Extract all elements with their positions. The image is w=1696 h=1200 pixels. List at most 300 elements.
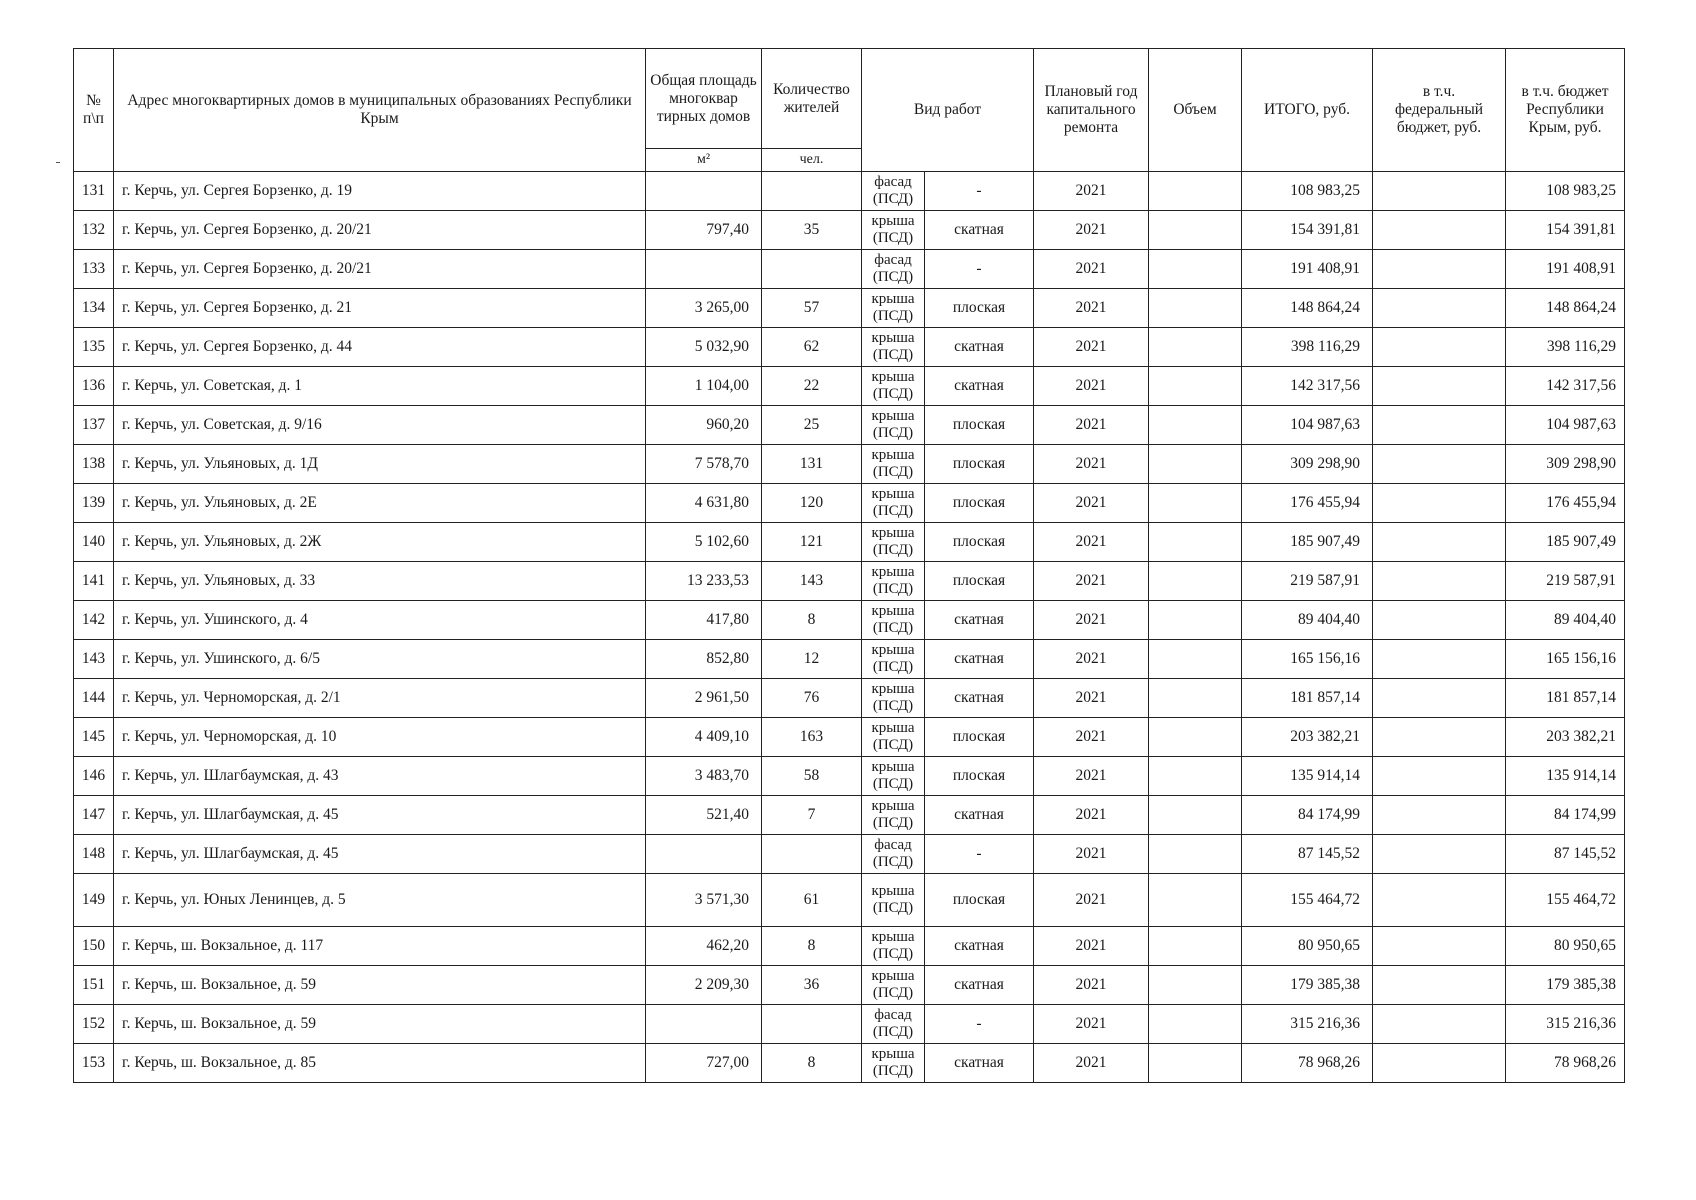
row-federal	[1373, 679, 1506, 718]
row-number: 150	[74, 927, 114, 966]
table-row	[74, 927, 1625, 966]
row-number: 151	[74, 966, 114, 1005]
row-year: 2021	[1034, 445, 1149, 484]
row-residents: 121	[762, 523, 862, 562]
row-year: 2021	[1034, 1044, 1149, 1083]
row-work	[862, 718, 925, 757]
row-address: г. Керчь, ул. Шлагбаумская, д. 43	[114, 757, 646, 796]
row-year: 2021	[1034, 601, 1149, 640]
row-work	[862, 406, 925, 445]
repair-program-table	[73, 48, 1625, 1083]
row-area: 417,80	[646, 601, 762, 640]
row-work-doc: (ПСД)	[872, 698, 914, 714]
row-total: 108 983,25	[1242, 172, 1373, 211]
row-work-kind: крыша	[871, 798, 915, 814]
margin-mark	[56, 162, 60, 163]
row-residents	[762, 1005, 862, 1044]
row-address: г. Керчь, ул. Сергея Борзенко, д. 21	[114, 289, 646, 328]
row-work-doc: (ПСД)	[872, 985, 914, 1001]
row-regional: 135 914,14	[1506, 757, 1625, 796]
row-year: 2021	[1034, 718, 1149, 757]
row-number: 137	[74, 406, 114, 445]
row-area: 5 102,60	[646, 523, 762, 562]
row-regional: 154 391,81	[1506, 211, 1625, 250]
row-year: 2021	[1034, 367, 1149, 406]
row-roof-type: плоская	[925, 757, 1034, 796]
row-residents: 8	[762, 601, 862, 640]
row-regional: 176 455,94	[1506, 484, 1625, 523]
row-number: 141	[74, 562, 114, 601]
row-federal	[1373, 757, 1506, 796]
row-work	[862, 484, 925, 523]
row-federal	[1373, 445, 1506, 484]
row-year: 2021	[1034, 640, 1149, 679]
row-address: г. Керчь, ул. Сергея Борзенко, д. 44	[114, 328, 646, 367]
header-area-unit: м²	[646, 149, 762, 172]
row-work	[862, 211, 925, 250]
row-residents: 58	[762, 757, 862, 796]
row-federal	[1373, 796, 1506, 835]
row-number: 140	[74, 523, 114, 562]
row-total: 104 987,63	[1242, 406, 1373, 445]
row-total: 78 968,26	[1242, 1044, 1373, 1083]
row-work-kind: крыша	[871, 486, 915, 502]
row-volume	[1149, 640, 1242, 679]
row-work-doc: (ПСД)	[872, 308, 914, 324]
row-year: 2021	[1034, 927, 1149, 966]
row-work-kind: крыша	[871, 642, 915, 658]
row-address: г. Керчь, ш. Вокзальное, д. 59	[114, 1005, 646, 1044]
row-volume	[1149, 484, 1242, 523]
row-work	[862, 445, 925, 484]
row-volume	[1149, 796, 1242, 835]
row-total: 398 116,29	[1242, 328, 1373, 367]
table-row	[74, 289, 1625, 328]
row-regional: 155 464,72	[1506, 874, 1625, 927]
row-year: 2021	[1034, 211, 1149, 250]
row-work-doc: (ПСД)	[872, 347, 914, 363]
row-area: 521,40	[646, 796, 762, 835]
row-year: 2021	[1034, 523, 1149, 562]
row-number: 145	[74, 718, 114, 757]
row-federal	[1373, 328, 1506, 367]
row-address: г. Керчь, ул. Ульяновых, д. 2Ж	[114, 523, 646, 562]
row-federal	[1373, 523, 1506, 562]
row-work-kind: крыша	[871, 369, 915, 385]
row-volume	[1149, 211, 1242, 250]
row-residents: 8	[762, 927, 862, 966]
row-roof-type: -	[925, 172, 1034, 211]
row-roof-type: -	[925, 1005, 1034, 1044]
row-residents: 62	[762, 328, 862, 367]
table-row	[74, 367, 1625, 406]
row-area	[646, 250, 762, 289]
row-work-doc: (ПСД)	[872, 620, 914, 636]
row-total: 142 317,56	[1242, 367, 1373, 406]
row-work-doc: (ПСД)	[872, 269, 914, 285]
row-work-kind: крыша	[871, 291, 915, 307]
row-total: 87 145,52	[1242, 835, 1373, 874]
row-area: 462,20	[646, 927, 762, 966]
row-year: 2021	[1034, 406, 1149, 445]
row-volume	[1149, 406, 1242, 445]
row-number: 131	[74, 172, 114, 211]
row-work-doc: (ПСД)	[872, 815, 914, 831]
header-regional: в т.ч. бюджет Республики Крым, руб.	[1506, 49, 1625, 172]
row-total: 203 382,21	[1242, 718, 1373, 757]
row-number: 139	[74, 484, 114, 523]
row-year: 2021	[1034, 172, 1149, 211]
row-year: 2021	[1034, 1005, 1149, 1044]
row-work	[862, 562, 925, 601]
table-row	[74, 718, 1625, 757]
row-work-doc: (ПСД)	[872, 659, 914, 675]
row-address: г. Керчь, ш. Вокзальное, д. 85	[114, 1044, 646, 1083]
row-number: 153	[74, 1044, 114, 1083]
row-regional: 315 216,36	[1506, 1005, 1625, 1044]
row-volume	[1149, 523, 1242, 562]
row-work	[862, 250, 925, 289]
row-address: г. Керчь, ш. Вокзальное, д. 59	[114, 966, 646, 1005]
row-work-kind: фасад	[874, 252, 912, 268]
header-residents-unit: чел.	[762, 149, 862, 172]
row-work	[862, 289, 925, 328]
row-roof-type: скатная	[925, 927, 1034, 966]
row-regional: 181 857,14	[1506, 679, 1625, 718]
row-federal	[1373, 640, 1506, 679]
row-roof-type: скатная	[925, 328, 1034, 367]
row-roof-type: -	[925, 250, 1034, 289]
row-total: 181 857,14	[1242, 679, 1373, 718]
table-row	[74, 328, 1625, 367]
row-number: 135	[74, 328, 114, 367]
table-row	[74, 211, 1625, 250]
row-regional: 191 408,91	[1506, 250, 1625, 289]
row-address: г. Керчь, ул. Советская, д. 1	[114, 367, 646, 406]
row-work-doc: (ПСД)	[872, 191, 914, 207]
row-volume	[1149, 679, 1242, 718]
table-row	[74, 562, 1625, 601]
header-address: Адрес многоквартирных домов в муниципальных образованиях Республики Крым	[114, 49, 646, 172]
row-work	[862, 523, 925, 562]
row-area: 727,00	[646, 1044, 762, 1083]
row-work	[862, 601, 925, 640]
row-roof-type: плоская	[925, 406, 1034, 445]
row-work	[862, 679, 925, 718]
table-row	[74, 640, 1625, 679]
row-work	[862, 927, 925, 966]
row-regional: 87 145,52	[1506, 835, 1625, 874]
row-number: 138	[74, 445, 114, 484]
row-work-doc: (ПСД)	[872, 503, 914, 519]
row-area: 3 265,00	[646, 289, 762, 328]
row-address: г. Керчь, ш. Вокзальное, д. 117	[114, 927, 646, 966]
row-residents: 25	[762, 406, 862, 445]
row-regional: 104 987,63	[1506, 406, 1625, 445]
row-year: 2021	[1034, 250, 1149, 289]
row-address: г. Керчь, ул. Сергея Борзенко, д. 20/21	[114, 211, 646, 250]
row-year: 2021	[1034, 289, 1149, 328]
row-federal	[1373, 406, 1506, 445]
row-work-kind: крыша	[871, 603, 915, 619]
row-work-doc: (ПСД)	[872, 854, 914, 870]
row-work-kind: фасад	[874, 837, 912, 853]
row-area: 4 631,80	[646, 484, 762, 523]
row-total: 309 298,90	[1242, 445, 1373, 484]
table-row	[74, 250, 1625, 289]
row-number: 144	[74, 679, 114, 718]
row-volume	[1149, 562, 1242, 601]
row-year: 2021	[1034, 835, 1149, 874]
row-residents	[762, 835, 862, 874]
row-area: 797,40	[646, 211, 762, 250]
row-residents	[762, 250, 862, 289]
row-volume	[1149, 966, 1242, 1005]
row-address: г. Керчь, ул. Шлагбаумская, д. 45	[114, 796, 646, 835]
row-volume	[1149, 172, 1242, 211]
row-year: 2021	[1034, 796, 1149, 835]
row-area: 3 571,30	[646, 874, 762, 927]
row-area	[646, 172, 762, 211]
row-volume	[1149, 927, 1242, 966]
row-year: 2021	[1034, 966, 1149, 1005]
row-total: 191 408,91	[1242, 250, 1373, 289]
row-address: г. Керчь, ул. Ульяновых, д. 2Е	[114, 484, 646, 523]
row-residents: 36	[762, 966, 862, 1005]
table-row	[74, 172, 1625, 211]
row-residents: 61	[762, 874, 862, 927]
row-regional: 179 385,38	[1506, 966, 1625, 1005]
row-number: 143	[74, 640, 114, 679]
row-address: г. Керчь, ул. Юных Ленинцев, д. 5	[114, 874, 646, 927]
row-number: 134	[74, 289, 114, 328]
row-year: 2021	[1034, 757, 1149, 796]
row-work-doc: (ПСД)	[872, 946, 914, 962]
table-row	[74, 796, 1625, 835]
row-federal	[1373, 835, 1506, 874]
table-body	[74, 172, 1625, 1083]
row-work-kind: крыша	[871, 564, 915, 580]
header-residents: Количество жителей	[762, 49, 862, 149]
row-residents: 35	[762, 211, 862, 250]
row-roof-type: плоская	[925, 289, 1034, 328]
row-number: 142	[74, 601, 114, 640]
row-volume	[1149, 289, 1242, 328]
row-federal	[1373, 367, 1506, 406]
row-regional: 165 156,16	[1506, 640, 1625, 679]
row-regional: 148 864,24	[1506, 289, 1625, 328]
row-work	[862, 835, 925, 874]
row-area: 1 104,00	[646, 367, 762, 406]
row-work	[862, 757, 925, 796]
row-federal	[1373, 927, 1506, 966]
row-volume	[1149, 250, 1242, 289]
row-work	[862, 640, 925, 679]
row-area: 2 961,50	[646, 679, 762, 718]
row-year: 2021	[1034, 328, 1149, 367]
row-area: 3 483,70	[646, 757, 762, 796]
row-total: 155 464,72	[1242, 874, 1373, 927]
row-work-kind: крыша	[871, 213, 915, 229]
row-regional: 142 317,56	[1506, 367, 1625, 406]
row-work-doc: (ПСД)	[872, 737, 914, 753]
table-row	[74, 966, 1625, 1005]
row-number: 152	[74, 1005, 114, 1044]
row-work-doc: (ПСД)	[872, 900, 914, 916]
row-total: 165 156,16	[1242, 640, 1373, 679]
row-area: 5 032,90	[646, 328, 762, 367]
row-regional: 108 983,25	[1506, 172, 1625, 211]
row-work-kind: крыша	[871, 883, 915, 899]
row-residents: 8	[762, 1044, 862, 1083]
row-address: г. Керчь, ул. Сергея Борзенко, д. 19	[114, 172, 646, 211]
row-regional: 89 404,40	[1506, 601, 1625, 640]
row-work	[862, 328, 925, 367]
table-row	[74, 601, 1625, 640]
row-roof-type: плоская	[925, 484, 1034, 523]
header-federal: в т.ч. федеральный бюджет, руб.	[1373, 49, 1506, 172]
row-area: 13 233,53	[646, 562, 762, 601]
row-federal	[1373, 1005, 1506, 1044]
row-number: 136	[74, 367, 114, 406]
table-row	[74, 445, 1625, 484]
row-area: 4 409,10	[646, 718, 762, 757]
row-area: 852,80	[646, 640, 762, 679]
row-roof-type: плоская	[925, 874, 1034, 927]
table-row	[74, 406, 1625, 445]
row-regional: 185 907,49	[1506, 523, 1625, 562]
row-address: г. Керчь, ул. Шлагбаумская, д. 45	[114, 835, 646, 874]
row-federal	[1373, 874, 1506, 927]
row-regional: 398 116,29	[1506, 328, 1625, 367]
row-work	[862, 874, 925, 927]
row-number: 146	[74, 757, 114, 796]
row-federal	[1373, 1044, 1506, 1083]
row-roof-type: скатная	[925, 367, 1034, 406]
row-work	[862, 1005, 925, 1044]
row-work-doc: (ПСД)	[872, 776, 914, 792]
row-number: 133	[74, 250, 114, 289]
row-regional: 203 382,21	[1506, 718, 1625, 757]
row-residents: 143	[762, 562, 862, 601]
row-federal	[1373, 289, 1506, 328]
table-row	[74, 484, 1625, 523]
row-number: 148	[74, 835, 114, 874]
row-volume	[1149, 1044, 1242, 1083]
row-regional: 219 587,91	[1506, 562, 1625, 601]
row-work	[862, 1044, 925, 1083]
row-year: 2021	[1034, 484, 1149, 523]
header-num: № п\п	[74, 49, 114, 172]
header-year: Плановый год капитального ремонта	[1034, 49, 1149, 172]
row-work	[862, 796, 925, 835]
header-volume: Объем	[1149, 49, 1242, 172]
row-roof-type: скатная	[925, 211, 1034, 250]
row-roof-type: плоская	[925, 562, 1034, 601]
row-volume	[1149, 445, 1242, 484]
row-area: 2 209,30	[646, 966, 762, 1005]
row-total: 179 385,38	[1242, 966, 1373, 1005]
row-work-doc: (ПСД)	[872, 1024, 914, 1040]
row-roof-type: скатная	[925, 601, 1034, 640]
row-roof-type: плоская	[925, 523, 1034, 562]
row-roof-type: -	[925, 835, 1034, 874]
row-address: г. Керчь, ул. Советская, д. 9/16	[114, 406, 646, 445]
row-roof-type: скатная	[925, 640, 1034, 679]
row-regional: 84 174,99	[1506, 796, 1625, 835]
row-total: 315 216,36	[1242, 1005, 1373, 1044]
row-work-kind: крыша	[871, 720, 915, 736]
row-address: г. Керчь, ул. Ушинского, д. 6/5	[114, 640, 646, 679]
row-residents: 57	[762, 289, 862, 328]
row-total: 135 914,14	[1242, 757, 1373, 796]
row-work-kind: фасад	[874, 1007, 912, 1023]
row-work-kind: крыша	[871, 330, 915, 346]
row-volume	[1149, 757, 1242, 796]
row-address: г. Керчь, ул. Ульяновых, д. 1Д	[114, 445, 646, 484]
row-roof-type: скатная	[925, 1044, 1034, 1083]
row-work-kind: крыша	[871, 759, 915, 775]
row-address: г. Керчь, ул. Ульяновых, д. 33	[114, 562, 646, 601]
header-area: Общая площадь многоквар тирных домов	[646, 49, 762, 149]
row-volume	[1149, 1005, 1242, 1044]
row-work-kind: фасад	[874, 174, 912, 190]
row-year: 2021	[1034, 679, 1149, 718]
row-residents	[762, 172, 862, 211]
row-address: г. Керчь, ул. Черноморская, д. 2/1	[114, 679, 646, 718]
row-total: 154 391,81	[1242, 211, 1373, 250]
row-residents: 131	[762, 445, 862, 484]
row-volume	[1149, 874, 1242, 927]
row-residents: 120	[762, 484, 862, 523]
row-work-kind: крыша	[871, 929, 915, 945]
row-work-kind: крыша	[871, 447, 915, 463]
row-volume	[1149, 718, 1242, 757]
row-work-doc: (ПСД)	[872, 230, 914, 246]
row-work-doc: (ПСД)	[872, 425, 914, 441]
table-row	[74, 679, 1625, 718]
row-work-kind: крыша	[871, 681, 915, 697]
row-roof-type: плоская	[925, 445, 1034, 484]
row-volume	[1149, 601, 1242, 640]
row-area: 960,20	[646, 406, 762, 445]
row-work-kind: крыша	[871, 525, 915, 541]
row-work-doc: (ПСД)	[872, 581, 914, 597]
row-federal	[1373, 250, 1506, 289]
row-federal	[1373, 211, 1506, 250]
row-residents: 76	[762, 679, 862, 718]
table-row	[74, 835, 1625, 874]
header-total: ИТОГО, руб.	[1242, 49, 1373, 172]
row-regional: 80 950,65	[1506, 927, 1625, 966]
row-number: 149	[74, 874, 114, 927]
table-row	[74, 1044, 1625, 1083]
row-year: 2021	[1034, 562, 1149, 601]
row-work-kind: крыша	[871, 1046, 915, 1062]
row-work-kind: крыша	[871, 968, 915, 984]
table-row	[74, 523, 1625, 562]
header-work-type: Вид работ	[862, 49, 1034, 172]
row-total: 80 950,65	[1242, 927, 1373, 966]
row-total: 84 174,99	[1242, 796, 1373, 835]
row-residents: 7	[762, 796, 862, 835]
row-roof-type: скатная	[925, 796, 1034, 835]
row-total: 185 907,49	[1242, 523, 1373, 562]
row-federal	[1373, 966, 1506, 1005]
row-roof-type: скатная	[925, 679, 1034, 718]
table-row	[74, 874, 1625, 927]
row-work-kind: крыша	[871, 408, 915, 424]
